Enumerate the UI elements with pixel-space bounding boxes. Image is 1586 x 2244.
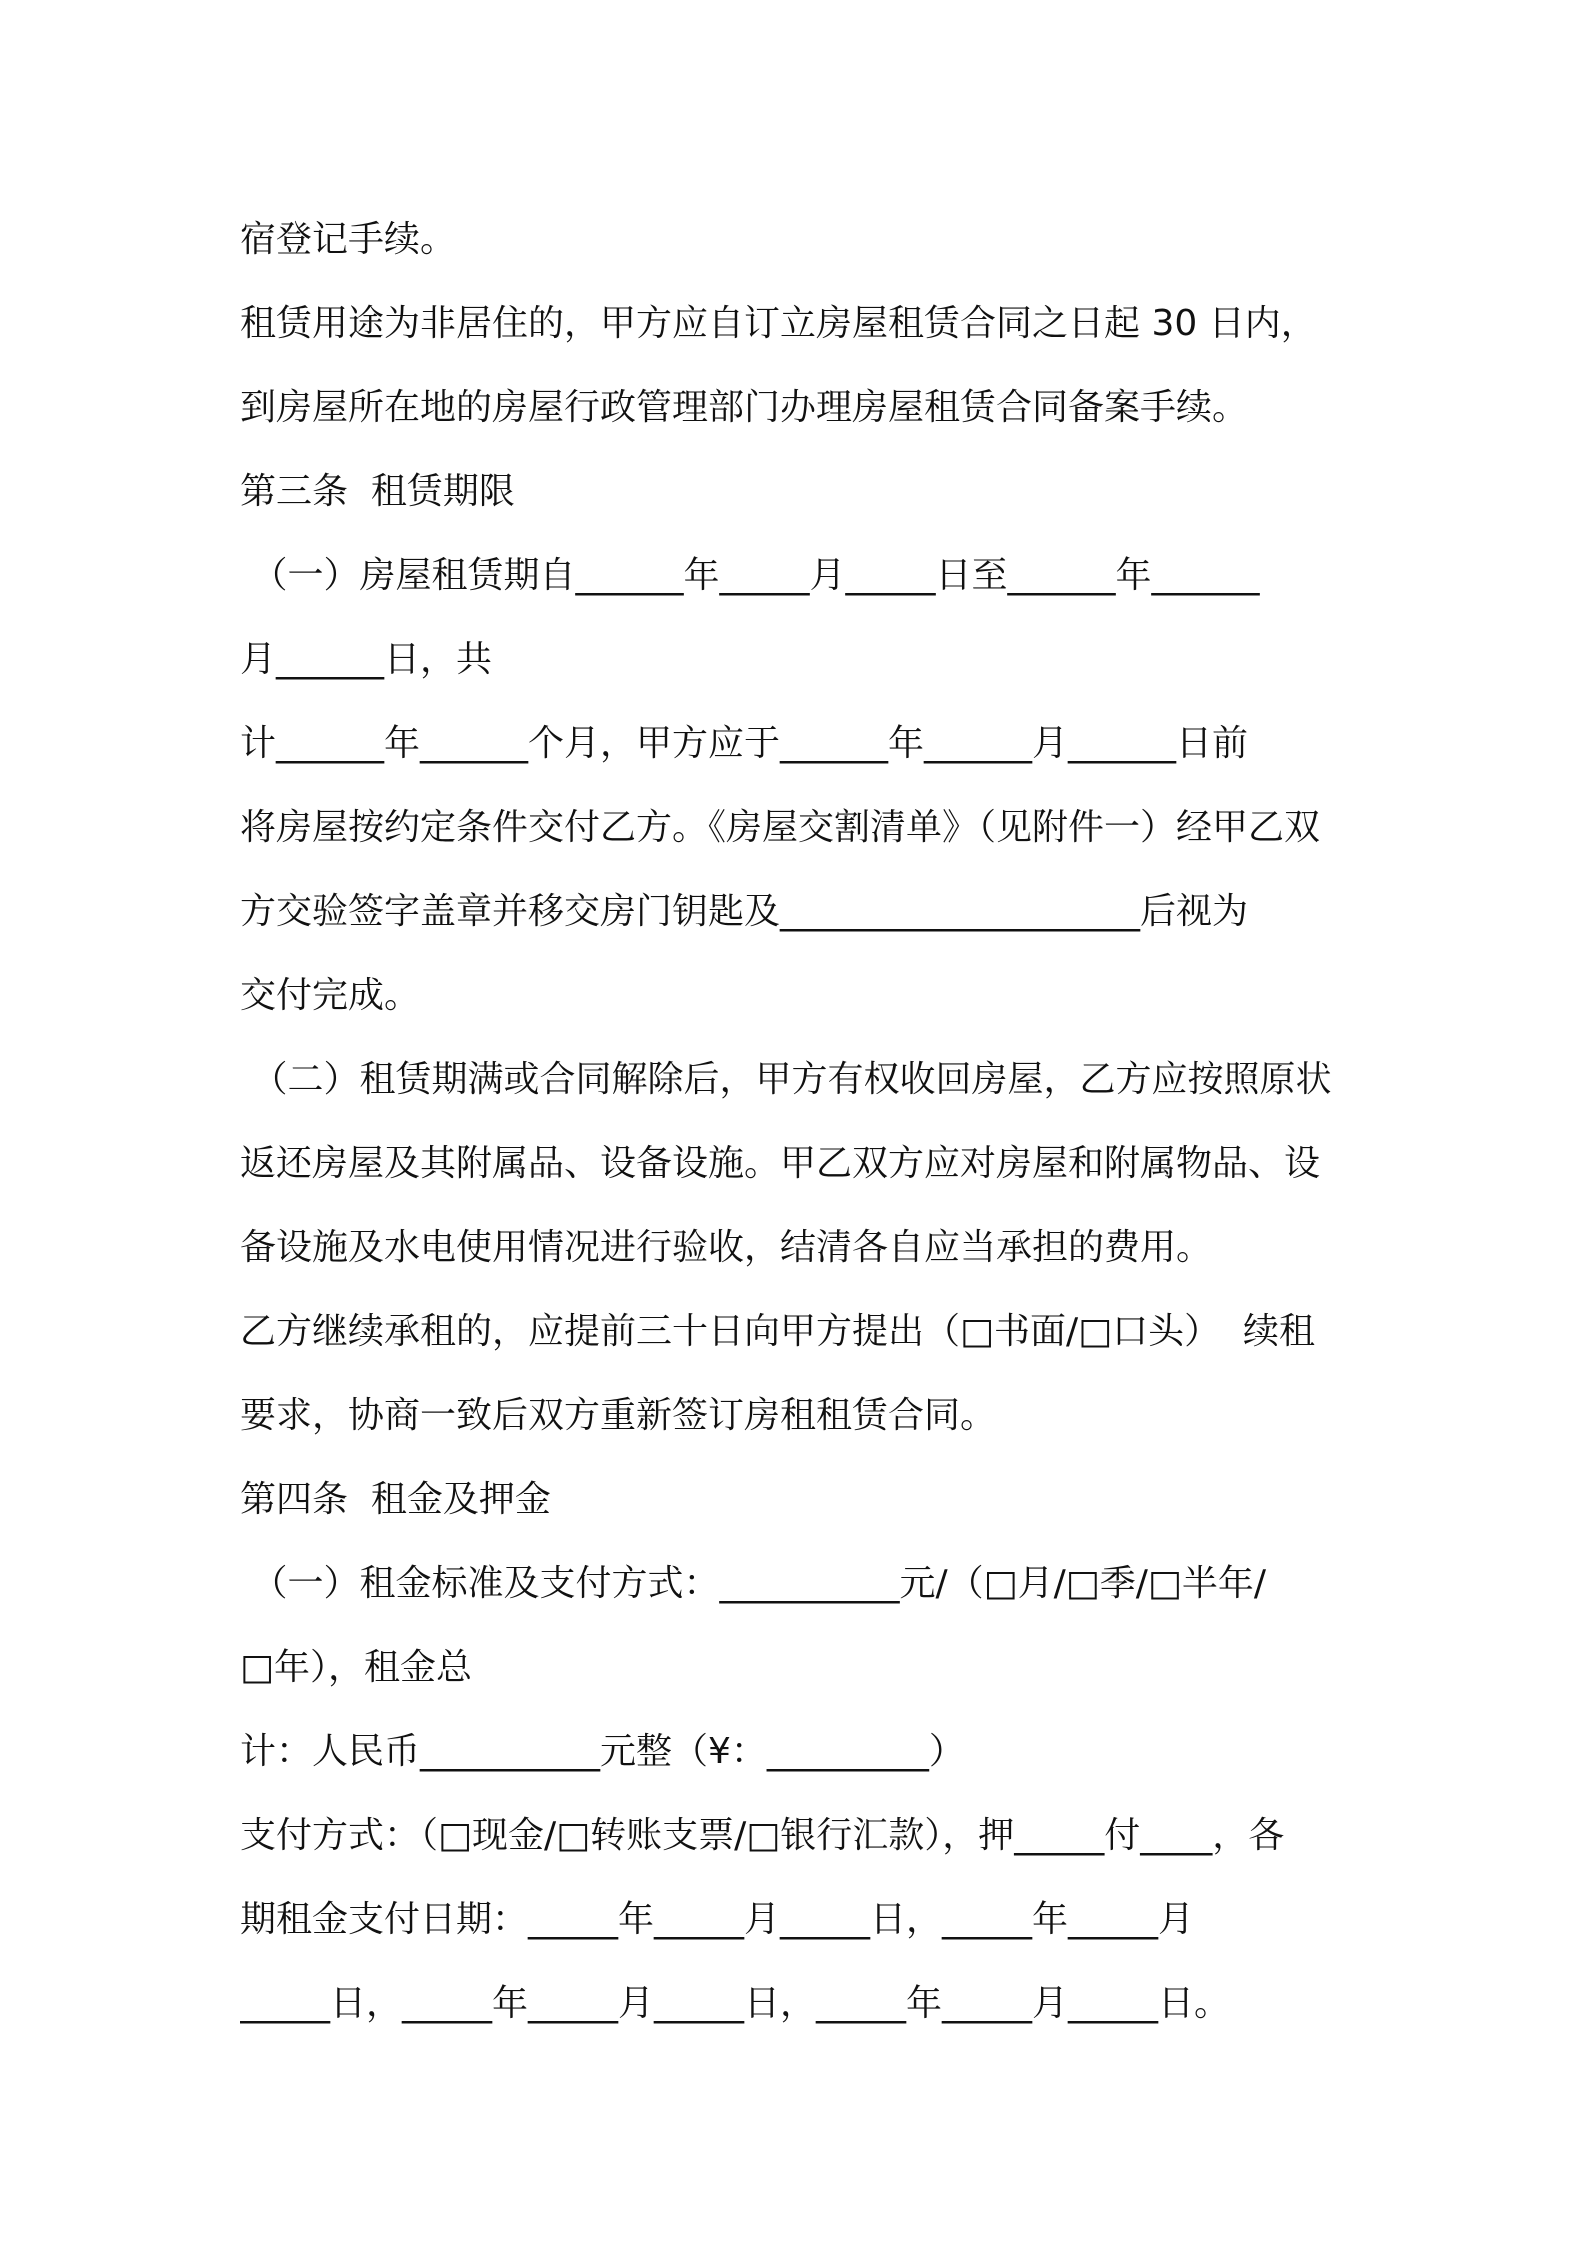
text-line: 返还房屋及其附属品、设备设施。甲乙双方应对房屋和附属物品、设 <box>240 1143 1321 1184</box>
text-line: 月______日，共 <box>240 639 493 680</box>
text-line: 备设施及水电使用情况进行验收，结清各自应当承担的费用。 <box>240 1227 1213 1268</box>
text-line: （一）房屋租赁期自______年_____月_____日至______年______ <box>240 555 1260 596</box>
text-line: （二）租赁期满或合同解除后，甲方有权收回房屋，乙方应按照原状 <box>240 1059 1332 1100</box>
text-line: 方交验签字盖章并移交房门钥匙及____________________后视为 <box>240 891 1249 932</box>
text-line: 到房屋所在地的房屋行政管理部门办理房屋租赁合同备案手续。 <box>240 387 1249 428</box>
contract-body <box>240 198 1360 2046</box>
section-title-lease-term: 第三条 租赁期限 <box>240 471 515 512</box>
text-line: 乙方继续承租的，应提前三十日向甲方提出（□书面/□口头） 续租 <box>240 1311 1316 1352</box>
text-line: □年），租金总 <box>240 1647 473 1688</box>
text-line: （一）租金标准及支付方式：__________元/（□月/□季/□半年/ <box>240 1563 1267 1604</box>
text-line: 宿登记手续。 <box>240 219 457 260</box>
text-line: 计：人民币__________元整（¥：_________） <box>240 1731 965 1772</box>
text-line: 期租金支付日期：_____年_____月_____日，_____年_____月 <box>240 1899 1195 1940</box>
section-title-rent-deposit: 第四条 租金及押金 <box>240 1479 551 1520</box>
text-line: 支付方式：（□现金/□转账支票/□银行汇款），押_____付____，各 <box>240 1815 1285 1856</box>
text-line: 将房屋按约定条件交付乙方。《房屋交割清单》（见附件一）经甲乙双 <box>240 807 1321 848</box>
text-line: _____日，_____年_____月_____日，_____年_____月_____日。 <box>240 1983 1230 2024</box>
text-line: 计______年______个月，甲方应于______年______月______日前 <box>240 723 1249 764</box>
text-line: 租赁用途为非居住的，甲方应自订立房屋租赁合同之日起 30 日内， <box>240 303 1317 344</box>
text-line: 要求，协商一致后双方重新签订房租租赁合同。 <box>240 1395 997 1436</box>
text-line: 交付完成。 <box>240 975 421 1016</box>
